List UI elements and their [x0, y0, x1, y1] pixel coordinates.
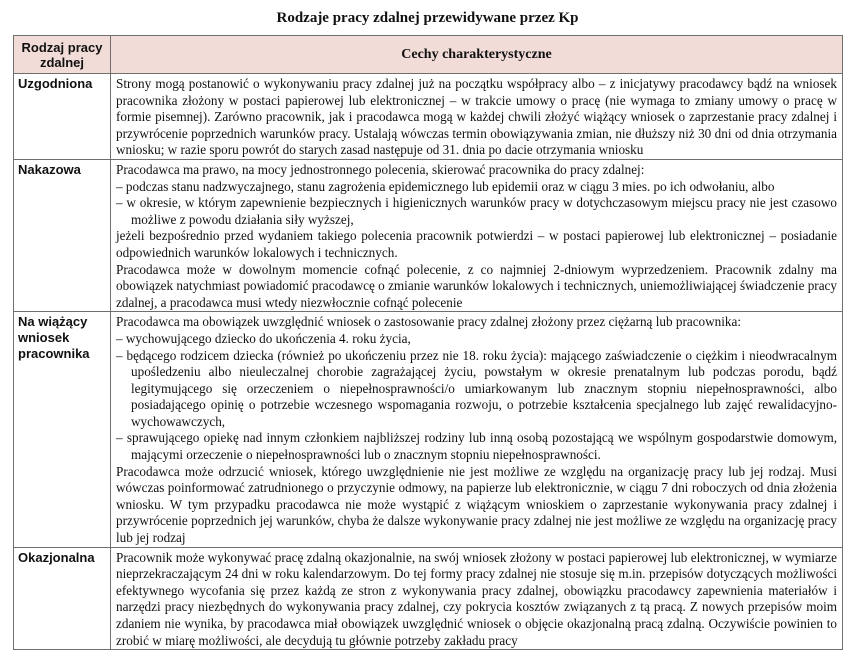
- paragraph: Pracodawca może w dowolnym momencie cofnąć polecenie, z co najmniej 2-dniowym wyprzedzeniem. Pracownik zdalny ma obowiązek natychmiast powiadomić pracodawcę o zmianie warunków lokalowych i technicznych, uniemożliwiającej świadczenie pracy zdalnej, a pracodawca musi wtedy niezwłocznie cofnąć polecenie: [116, 261, 837, 310]
- list-item: – sprawującego opiekę nad innym członkiem najbliższej rodziny lub inną osobą pozostającą we wspólnym gospodarstwie domowym, mającymi orzeczenie o niepełnosprawności lub o znacznym stopniu niepełnosprawności.: [116, 430, 837, 463]
- list-item: – będącego rodzicem dziecka (również po ukończeniu przez nie 18. roku życia): mającego zaświadczenie o ciężkim i nieodwracalnym upośledzeniu albo nieuleczalnej chorobie zagrażającej życiu, powstałym w okresie prenatalnym lub podczas porodu, bądź legitymującego się orzeczeniem o niepełnosprawności/o umiarkowanym lub znacznym stopniu niepełnosprawności, albo posiadającego opinię o potrzebie wczesnego wspomagania rozwoju, o potrzebie kształcenia specjalnego lub zajęć rewalidacyjno-wychowawczych,: [116, 347, 837, 429]
- table-row: [14, 547, 843, 650]
- table-body: [14, 74, 843, 650]
- paragraph: jeżeli bezpośrednio przed wydaniem takiego polecenia pracownik potwierdzi – w postaci papierowej lub elektronicznej – posiadanie odpowiednich warunków lokalowych i technicznych.: [116, 228, 837, 260]
- row-description: [111, 547, 843, 650]
- paragraph: Pracodawca ma prawo, na mocy jednostronnego polecenia, skierować pracownika do pracy zdalnej:: [116, 161, 645, 177]
- list-item: – podczas stanu nadzwyczajnego, stanu zagrożenia epidemicznego lub epidemii oraz w ciągu 3 mies. po ich odwołaniu, albo: [116, 178, 775, 194]
- remote-work-types-table: [13, 35, 843, 650]
- header-type: Rodzaj pracy zdalnej: [14, 36, 111, 74]
- table-row: [14, 312, 843, 547]
- list-item: – w okresie, w którym zapewnienie bezpiecznych i higienicznych warunków pracy w dotychczasowym miejscu pracy nie jest czasowo możliwe z powodu działania siły wyższej,: [116, 195, 837, 227]
- row-description: [111, 74, 843, 160]
- row-type-name: Uzgodniona: [14, 74, 111, 160]
- row-type-name: Na wiążący wniosek pracownika: [14, 312, 111, 547]
- paragraph: Pracodawca ma obowiązek uwzględnić wniosek o zastosowanie pracy zdalnej złożony przez ciężarną lub pracownika:: [116, 314, 742, 330]
- paragraph: Pracownik może wykonywać pracę zdalną okazjonalnie, na swój wniosek złożony w postaci papierowej lub elektronicznej, w wymiarze nieprzekraczającym 24 dni w roku kalendarzowym. Do tej formy pracy zdalnej nie stosuje się m.in. przepisów dotyczących możliwości efektywnego wycofania się przez każdą ze stron z wykonywania pracy zdalnej, obowiązku pracodawcy zapewnienia materiałów i narzędzi pracy niezbędnych do wykonywania pracy zdalnej, czy pokrycia kosztów związanych z tą pracą. Z nowych przepisów moim zdaniem nie wynika, by pracodawca miał obowiązek uwzględnić wniosek o objęcie okazjonalną pracą zdalną. Oczywiście powinien to zrobić w miarę możliwości, ale decydują tu głównie potrzeby zakładu pracy: [116, 549, 837, 648]
- row-type-name: Okazjonalna: [14, 547, 111, 650]
- row-type-name: Nakazowa: [14, 159, 111, 311]
- paragraph: Pracodawca może odrzucić wniosek, którego uwzględnienie nie jest możliwe ze względu na organizację pracy lub jej rodzaj. Musi wówczas poinformować zatrudnionego o przyczynie odmowy, na papierze lub elektronicznie, w ciągu 7 dni roboczych od dnia złożenia wniosku. W tym przypadku pracodawca nie może wystąpić z wiążącym wnioskiem o zaprzestanie wykonywania pracy zdalnej i przywrócenie poprzednich jej warunków, chyba że dalsze wykonywanie pracy zdalnej nie jest możliwe ze względu na organizację pracy lub jej rodzaj: [116, 463, 837, 546]
- paragraph: Strony mogą postanowić o wykonywaniu pracy zdalnej już na początku współpracy albo – z inicjatywy pracodawcy bądź na wniosek pracownika złożony w postaci papierowej lub elektronicznej – w trakcie umowy o pracę (nie wymaga to zmiany umowy o pracę w formie pisemnej). Zarówno pracownik, jak i pracodawca mogą w każdej chwili złożyć wiążący wniosek o zaprzestanie pracy zdalnej i przywrócenie poprzednich warunków pracy. Ustalają wówczas termin obowiązywania zmian, nie dłuższy niż 30 dni od dnia otrzymania wniosku; w razie sporu powrót do starych zasad następuje od 31. dnia po dacie otrzymania wniosku: [116, 76, 837, 158]
- row-description: [111, 159, 843, 311]
- table-row: [14, 159, 843, 311]
- header-features: Cechy charakterystyczne: [111, 36, 843, 74]
- list-item: – wychowującego dziecko do ukończenia 4. roku życia,: [116, 330, 411, 346]
- row-description: [111, 312, 843, 547]
- table-header-row: [14, 36, 843, 74]
- page-title: Rodzaje pracy zdalnej przewidywane przez Kp: [276, 10, 579, 26]
- table-row: [14, 74, 843, 160]
